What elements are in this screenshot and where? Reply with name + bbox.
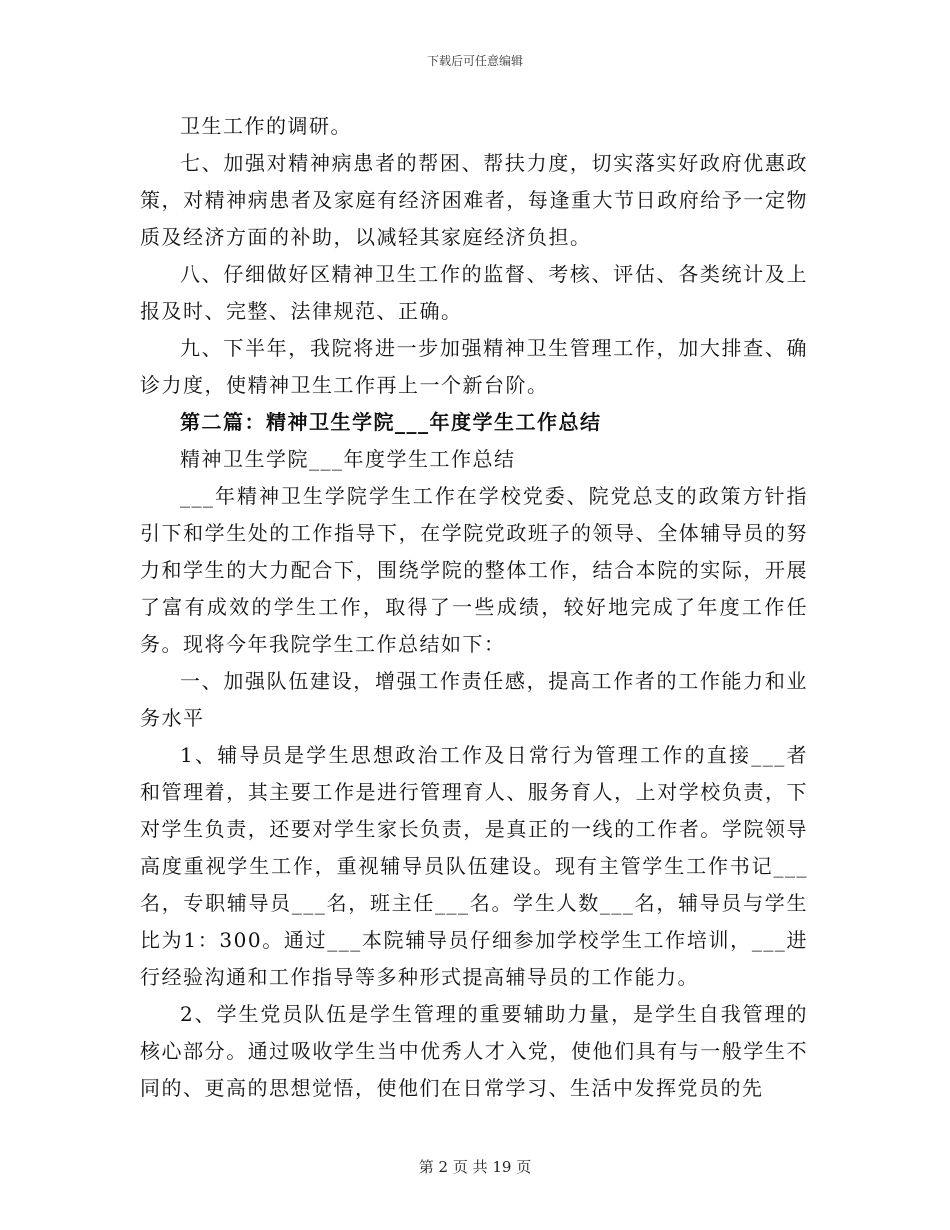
paragraph-point-1: 1、辅导员是学生思想政治工作及日常行为管理工作的直接___者和管理着，其主要工作是进行管理育人、服务育人，上对学校负责，下对学生负责，还要对学生家长负责，是真正的一线的工作者。学院领导高度重视学生工作，重视辅导员队伍建设。现有主管学生工作书记___名，专职辅导员___名，班主任___名。学生人数___名，辅导员与学生比为1：300。通过___本院辅导员仔细参加学校学生工作培训，___进行经验沟通和工作指导等多种形式提高辅导员的工作能力。 [140, 743, 808, 989]
paragraph-intro: ___年精神卫生学院学生工作在学校党委、院党总支的政策方针指引下和学生处的工作指导下，在学院党政班子的领导、全体辅导员的努力和学生的大力配合下，围绕学院的整体工作，结合本院的实际，开展了富有成效的学生工作，取得了一些成绩，较好地完成了年度工作任务。现将今年我院学生工作总结如下： [140, 484, 808, 656]
paragraph-item-7: 七、加强对精神病患者的帮困、帮扶力度，切实落实好政府优惠政策，对精神病患者及家庭有经济困难者，每逢重大节日政府给予一定物质及经济方面的补助，以减轻其家庭经济负担。 [140, 151, 808, 249]
paragraph-item-8: 八、仔细做好区精神卫生工作的监督、考核、评估、各类统计及上报及时、完整、法律规范、正确。 [140, 262, 808, 323]
paragraph-subtitle: 精神卫生学院___年度学生工作总结 [180, 447, 516, 471]
paragraph-item-9: 九、下半年，我院将进一步加强精神卫生管理工作，加大排查、确诊力度，使精神卫生工作再上一个新台阶。 [140, 336, 808, 397]
section-heading: 第二篇：精神卫生学院___年度学生工作总结 [180, 410, 602, 434]
paragraph-point-2: 2、学生党员队伍是学生管理的重要辅助力量，是学生自我管理的核心部分。通过吸收学生当中优秀人才入党，使他们具有与一般学生不同的、更高的思想觉悟，使他们在日常学习、生活中发挥党员的先 [140, 1002, 808, 1100]
page-header: 下载后可任意编辑 [426, 54, 523, 68]
document-body [140, 108, 808, 1107]
page-footer: 第 2 页 共 19 页 [418, 1158, 532, 1176]
paragraph-section-1: 一、加强队伍建设，增强工作责任感，提高工作者的工作能力和业务水平 [140, 669, 808, 730]
paragraph-continuation: 卫生工作的调研。 [180, 114, 352, 138]
